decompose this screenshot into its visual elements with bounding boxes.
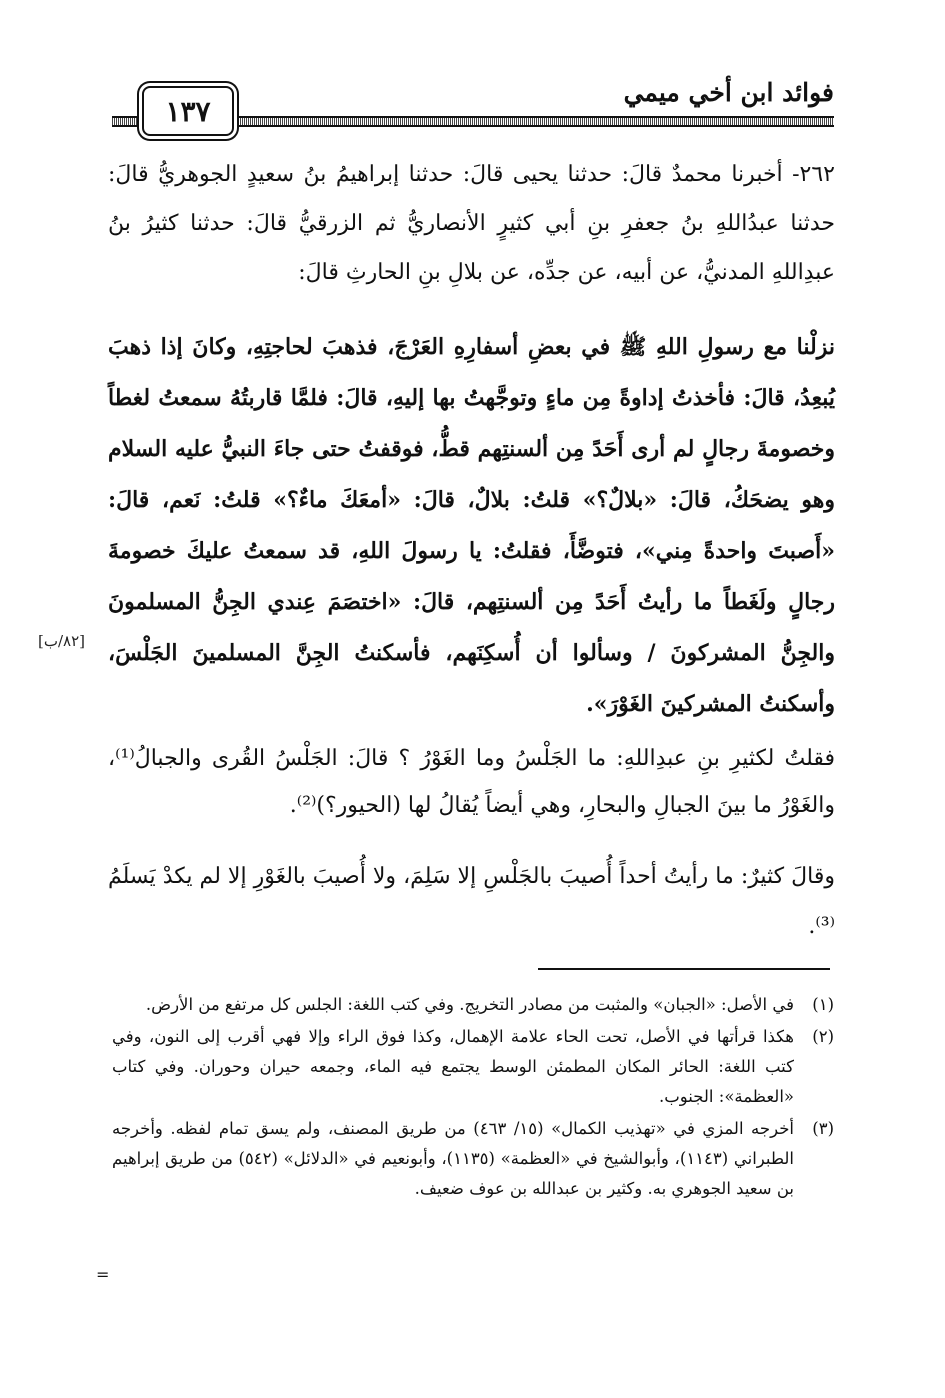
footnote-separator [538, 968, 830, 970]
footnote-number: (٣) [812, 1119, 834, 1138]
explanation-paragraph [108, 735, 835, 829]
isnad-paragraph [108, 150, 835, 297]
footnote [112, 990, 834, 1020]
paragraph-text: ٢٦٢- أخبرنا محمدٌ قالَ: حدثنا يحيى قالَ: حدثنا إبراهيمُ بنُ سعيدٍ الجوهريُّ قالَ: حدثنا عبدُاللهِ بنُ جعفرِ بنِ أبي كثيرٍ الأنصاريُّ ثم الزرقيُّ قالَ: حدثنا كثيرُ بنُ عبدِاللهِ المدنيُّ، عن أبيه، عن جدِّه، عن بلالِ بنِ الحارثِ قالَ: [108, 162, 835, 285]
footnotes [112, 990, 834, 1206]
page-number: ١٣٧ [142, 86, 234, 136]
closing-paragraph [108, 852, 835, 952]
footnote [112, 1114, 834, 1204]
paragraph-text: نزلْنا مع رسولِ اللهِ ﷺ في بعضِ أسفارِهِ العَرْجَ، فذهبَ لحاجتِهِ، وكانَ إذا ذهبَ يُبعِدُ، قالَ: فأخذتُ إداوةً مِن ماءٍ وتوجَّهتُ بها إليهِ، قالَ: فلمَّا قاربتُهُ سمعتُ لغطاً وخصومةَ رجالٍ لم أرى أَحَدًَ مِن ألسنتِهم قطُّ، فوقفتُ حتى جاءَ النبيُّ عليه السلام وهو يضحَكُ، قالَ: «بلالٌ؟» قلتُ: بلالٌ، قالَ: «أمعَكَ ماءٌ؟» قلتُ: نَعم، قالَ: «أَصبتَ واحدةً مِني»، فتوضَّأَ، فقلتُ: يا رسولَ اللهِ، قد سمعتُ عليكَ خصومةَ رجالٍ ولَغَطاً ما رأيتُ أَحَدًَ مِن ألسنتِهم، قالَ: «اختصَمَ عِندي الجِنُّ المسلمونَ والجِنُّ المشركونَ / وسألوا أن أُسكِنَهم، فأسكنتُ الجِنَّ المسلمينَ الجَلْسَ، وأسكنتُ المشركينَ الغَوْرَ». [108, 334, 835, 717]
footnote-number: (١) [812, 995, 834, 1014]
manuscript-folio-marker: [٨٢/ب] [38, 632, 86, 650]
footnote-number: (٢) [812, 1027, 834, 1046]
hadith-text-paragraph [108, 322, 835, 730]
paragraph-text: وقالَ كثيرٌ: ما رأيتُ أحداً أُصيبَ بالجَلْسِ إلا سَلِمَ، ولا أُصيبَ بالغَوْرِ إلا لم يكدْ يَسلَمُ ⁽³⁾. [108, 864, 835, 939]
page-header [112, 78, 834, 138]
continuation-mark: = [96, 1265, 110, 1284]
running-title: فوائد ابن أخي ميمي [623, 78, 834, 107]
footnote-text: هكذا قرأتها في الأصل، تحت الحاء علامة الإهمال، وكذا فوق الراء وإلا فهي أقرب إلى النون، وفي كتب اللغة: الحائر المكان المطمئن الوسط يجتمع فيه الماء، وجمعه حيران وحوران. وفي كتاب «العظمة»: الجنوب. [112, 1027, 794, 1106]
paragraph-text: فقلتُ لكثيرِ بنِ عبدِاللهِ: ما الجَلْسُ وما الغَوْرُ ؟ قالَ: الجَلْسُ القُرى والجبالُ⁽¹⁾، والغَوْرُ ما بينَ الجبالِ والبحارِ، وهي أيضاً يُقالُ لها (الحيور؟)⁽²⁾. [108, 746, 835, 818]
footnote-text: في الأصل: «الجبان» والمثبت من مصادر التخريج. وفي كتب اللغة: الجلس كل مرتفع من الأرض. [145, 995, 794, 1014]
footnote [112, 1022, 834, 1112]
footnote-text: أخرجه المزي في «تهذيب الكمال» (١٥/ ٤٦٣) من طريق المصنف، ولم يسق تمام لفظه. وأخرجه الطبراني (١١٤٣)، وأبوالشيخ في «العظمة» (١١٣٥)، وأبونعيم في «الدلائل» (٥٤٢) من طريق إبراهيم بن سعيد الجوهري به. وكثير بن عبدالله بن عوف ضعيف. [112, 1119, 795, 1198]
